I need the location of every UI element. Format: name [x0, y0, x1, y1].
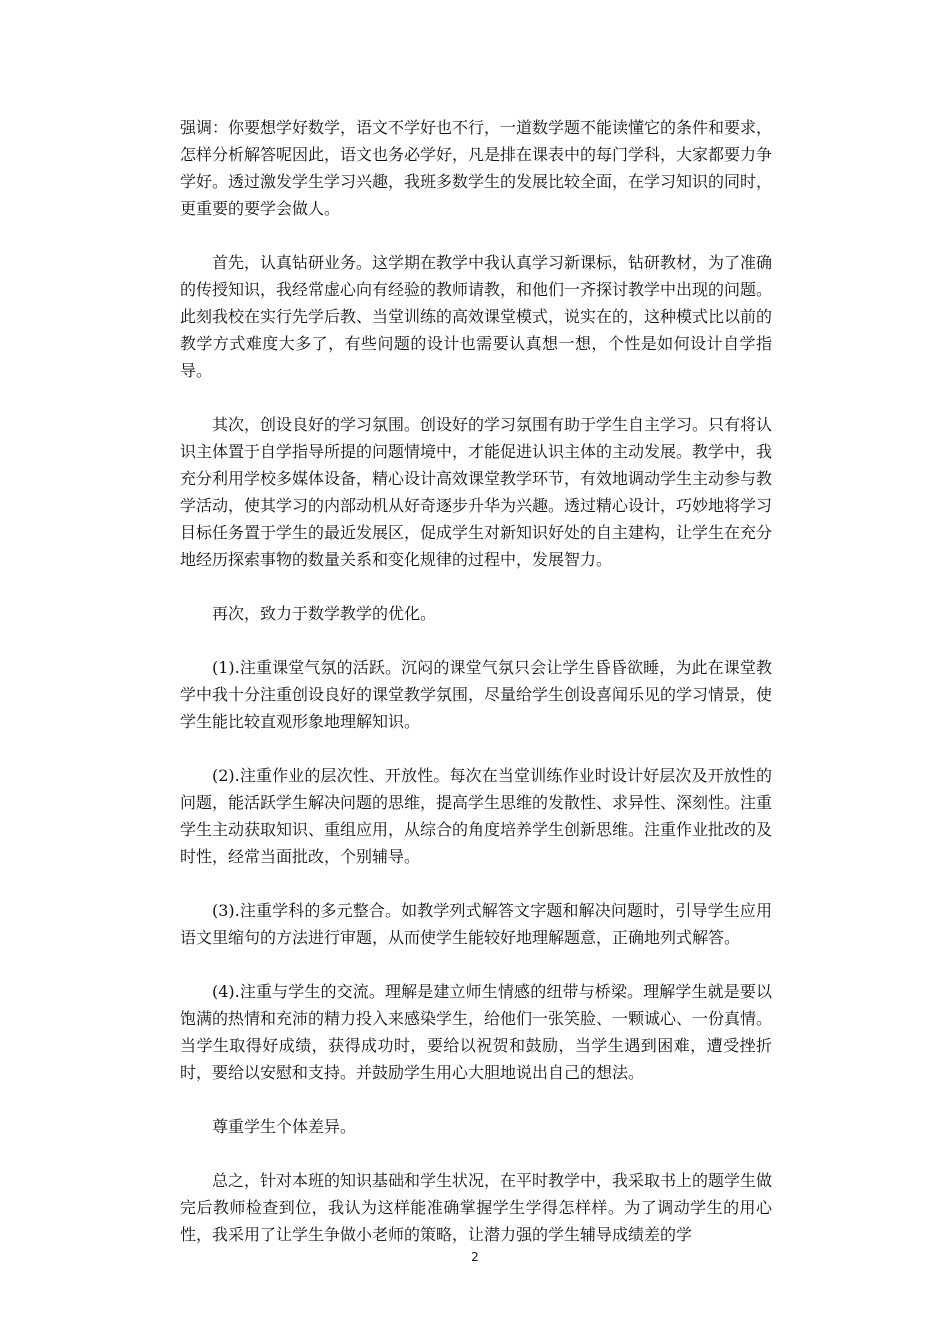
document-body — [180, 114, 772, 1275]
page-number: 2 — [471, 1250, 479, 1264]
paragraph-5: (1).注重课堂气氛的活跃。沉闷的课堂气氛只会让学生昏昏欲睡，为此在课堂教学中我十分注重创设良好的课堂教学氛围，尽量给学生创设喜闻乐见的学习情景，使学生能比较直观形象地理解知识。 — [180, 658, 773, 731]
paragraph-2: 首先，认真钻研业务。这学期在教学中我认真学习新课标，钻研教材，为了准确的传授知识，我经常虚心向有经验的教师请教，和他们一齐探讨教学中出现的问题。此刻我校在实行先学后教、当堂训练的高效课堂模式，说实在的，这种模式比以前的教学方式难度大多了，有些问题的设计也需要认真想一想，个性是如何设计自学指导。 — [180, 253, 773, 380]
paragraph-8: (4).注重与学生的交流。理解是建立师生情感的纽带与桥梁。理解学生就是要以饱满的热情和充沛的精力投入来感染学生，给他们一张笑脸、一颗诚心、一份真情。当学生取得好成绩，获得成功时，要给以祝贺和鼓励，当学生遇到困难，遭受挫折时，要给以安慰和支持。并鼓励学生用心大胆地说出自己的想法。 — [180, 982, 773, 1082]
paragraph-10: 总之，针对本班的知识基础和学生状况，在平时教学中，我采取书上的题学生做完后教师检查到位，我认为这样能准确掌握学生学得怎样样。为了调动学生的用心性，我采用了让学生争做小老师的策略，让潜力强的学生辅导成绩差的学 — [180, 1171, 773, 1244]
paragraph-7: (3).注重学科的多元整合。如教学列式解答文字题和解决问题时，引导学生应用语文里缩句的方法进行审题，从而使学生能较好地理解题意，正确地列式解答。 — [180, 901, 772, 947]
paragraph-4: 再次，致力于数学教学的优化。 — [212, 604, 437, 623]
paragraph-1: 强调：你要想学好数学，语文不学好也不行，一道数学题不能读懂它的条件和要求，怎样分析解答呢因此，语文也务必学好，凡是排在课表中的每门学科，大家都要力争学好。透过激发学生学习兴趣，我班多数学生的发展比较全面，在学习知识的同时，更重要的要学会做人。 — [180, 118, 773, 218]
paragraph-6: (2).注重作业的层次性、开放性。每次在当堂训练作业时设计好层次及开放性的问题，能活跃学生解决问题的思维，提高学生思维的发散性、求异性、深刻性。注重学生主动获取知识、重组应用，从综合的角度培养学生创新思维。注重作业批改的及时性，经常当面批改，个别辅导。 — [180, 766, 773, 866]
paragraph-3: 其次，创设良好的学习氛围。创设好的学习氛围有助于学生自主学习。只有将认识主体置于自学指导所提的问题情境中，才能促进认识主体的主动发展。教学中，我充分利用学校多媒体设备，精心设计高效课堂教学环节，有效地调动学生主动参与教学活动，使其学习的内部动机从好奇逐步升华为兴趣。透过精心设计，巧妙地将学习目标任务置于学生的最近发展区，促成学生对新知识好处的自主建构，让学生在充分地经历探索事物的数量关系和变化规律的过程中，发展智力。 — [180, 415, 773, 569]
paragraph-9: 尊重学生个体差异。 — [212, 1117, 357, 1136]
